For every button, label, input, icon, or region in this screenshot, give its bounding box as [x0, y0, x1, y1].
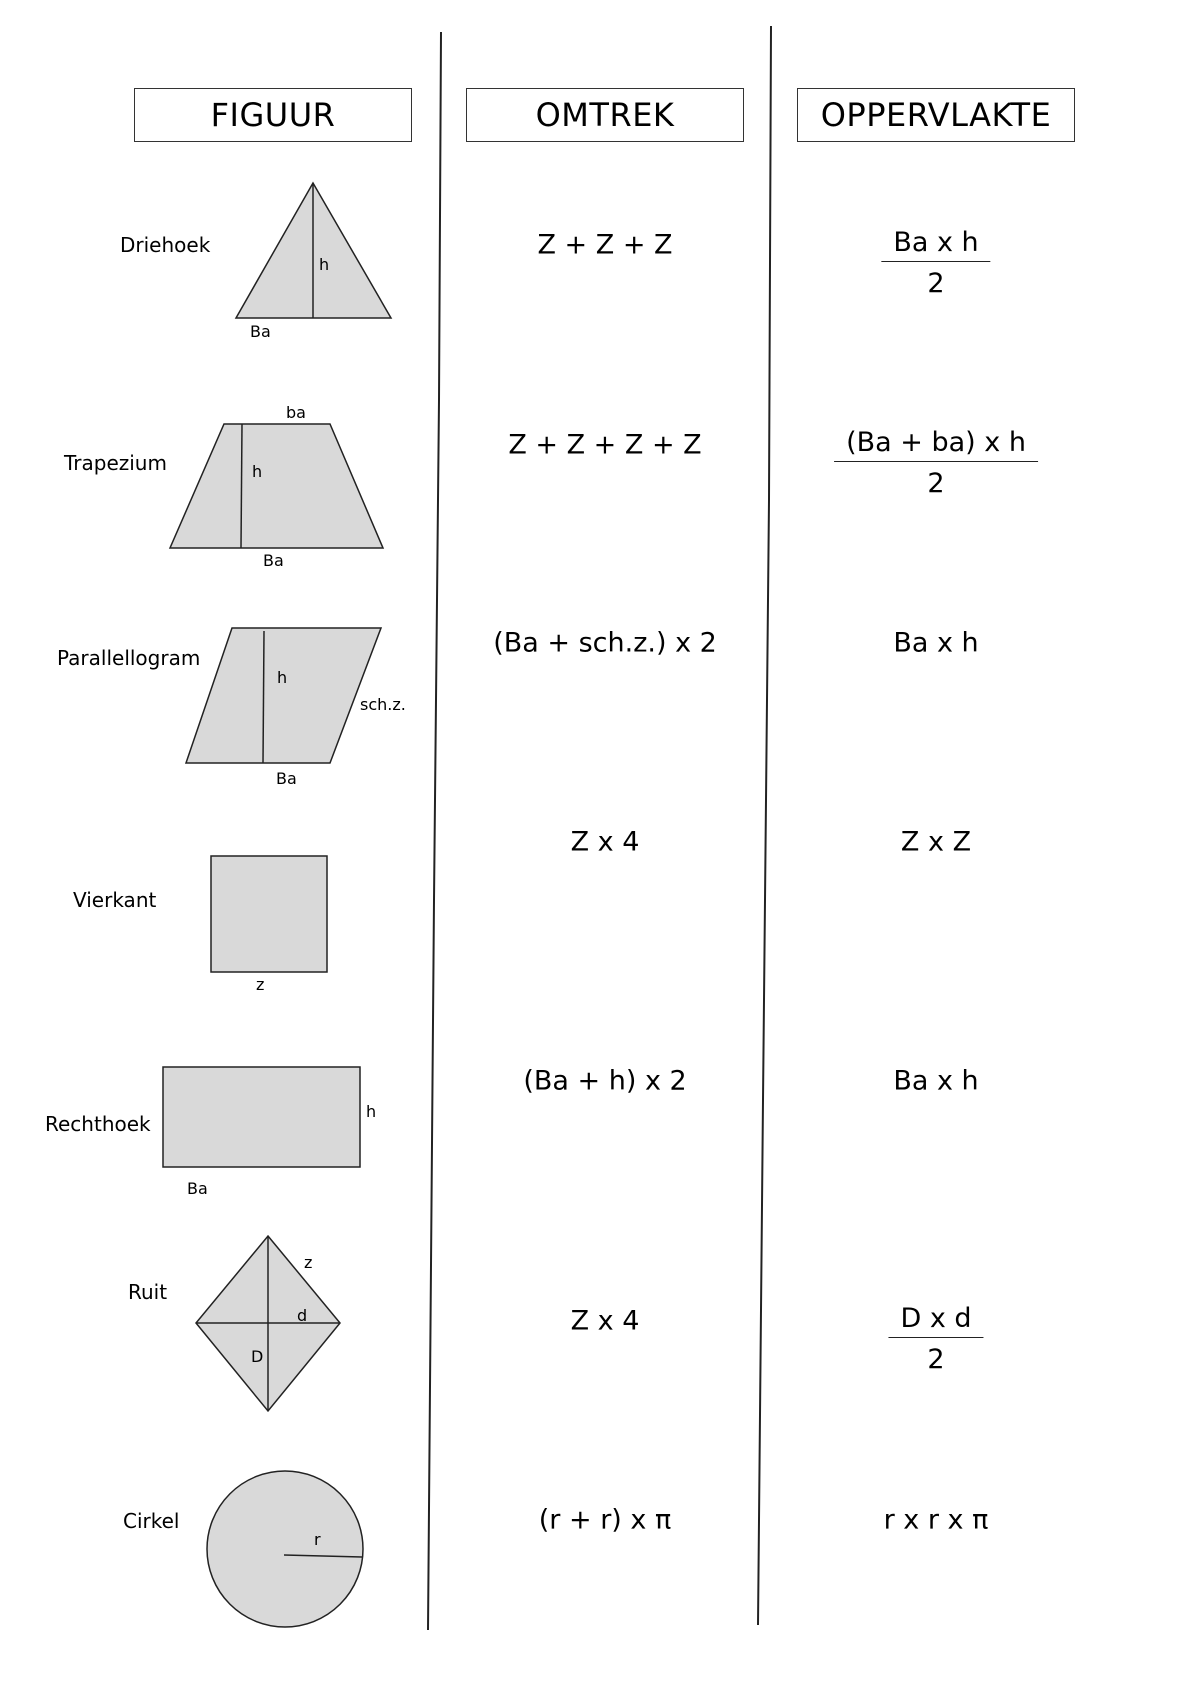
header-area-label: OPPERVLAKTE: [820, 96, 1052, 134]
triangle-height-label: h: [319, 255, 330, 274]
area-circle: r x r x π: [883, 1504, 989, 1536]
perimeter-trapezium: Z + Z + Z + Z: [508, 429, 702, 461]
row-name-circle: Cirkel: [123, 1509, 180, 1533]
rhombus-figure: [196, 1236, 340, 1411]
area-rhombus-denominator: 2: [927, 1344, 945, 1375]
trapezium-base-label: Ba: [263, 551, 284, 570]
area-trapezium-denominator: 2: [927, 468, 945, 499]
area-rhombus-numerator: D x d: [888, 1303, 983, 1338]
perimeter-triangle: Z + Z + Z: [537, 229, 673, 261]
row-name-parallelogram: Parallellogram: [57, 646, 201, 670]
header-figure-label: FIGUUR: [210, 96, 336, 134]
trapezium-height-label: h: [252, 462, 263, 481]
row-name-triangle: Driehoek: [120, 233, 211, 257]
row-name-rectangle: Rechthoek: [45, 1112, 151, 1136]
area-trapezium-fraction: [834, 427, 1038, 499]
perimeter-rhombus: Z x 4: [570, 1305, 640, 1337]
circle-figure: [207, 1471, 363, 1627]
area-rhombus-fraction: [888, 1303, 983, 1375]
triangle-base-label: Ba: [250, 322, 271, 341]
parallelogram-base-label: Ba: [276, 769, 297, 788]
trapezium-top-label: ba: [286, 403, 306, 422]
area-trapezium-numerator: (Ba + ba) x h: [834, 427, 1038, 462]
area-parallelogram: Ba x h: [893, 627, 979, 659]
row-name-rhombus: Ruit: [128, 1280, 168, 1304]
area-triangle-numerator: Ba x h: [881, 227, 990, 262]
area-triangle-denominator: 2: [927, 268, 945, 299]
row-name-trapezium: Trapezium: [64, 451, 167, 475]
area-triangle-fraction: [881, 227, 990, 299]
perimeter-circle: (r + r) x π: [538, 1504, 672, 1536]
rhombus-side-label: z: [304, 1253, 313, 1272]
rectangle-base-label: Ba: [187, 1179, 208, 1198]
row-name-square: Vierkant: [73, 888, 157, 912]
triangle-figure: [236, 183, 391, 341]
square-figure: [211, 856, 327, 994]
header-perimeter-label: OMTREK: [535, 96, 675, 134]
square-side-label: z: [256, 975, 265, 994]
rectangle-figure: [163, 1067, 376, 1198]
trapezium-figure: [170, 403, 383, 570]
perimeter-rectangle: (Ba + h) x 2: [523, 1065, 687, 1097]
perimeter-square: Z x 4: [570, 826, 640, 858]
rhombus-small-diagonal-label: d: [297, 1306, 308, 1325]
parallelogram-height-label: h: [277, 668, 288, 687]
parallelogram-figure: [186, 628, 406, 788]
parallelogram-side-label: sch.z.: [360, 695, 406, 714]
rhombus-large-diagonal-label: D: [251, 1347, 264, 1366]
area-square: Z x Z: [900, 826, 972, 858]
area-rectangle: Ba x h: [893, 1065, 979, 1097]
perimeter-parallelogram: (Ba + sch.z.) x 2: [493, 627, 717, 659]
circle-radius-label: r: [314, 1530, 321, 1549]
rectangle-height-label: h: [366, 1102, 377, 1121]
